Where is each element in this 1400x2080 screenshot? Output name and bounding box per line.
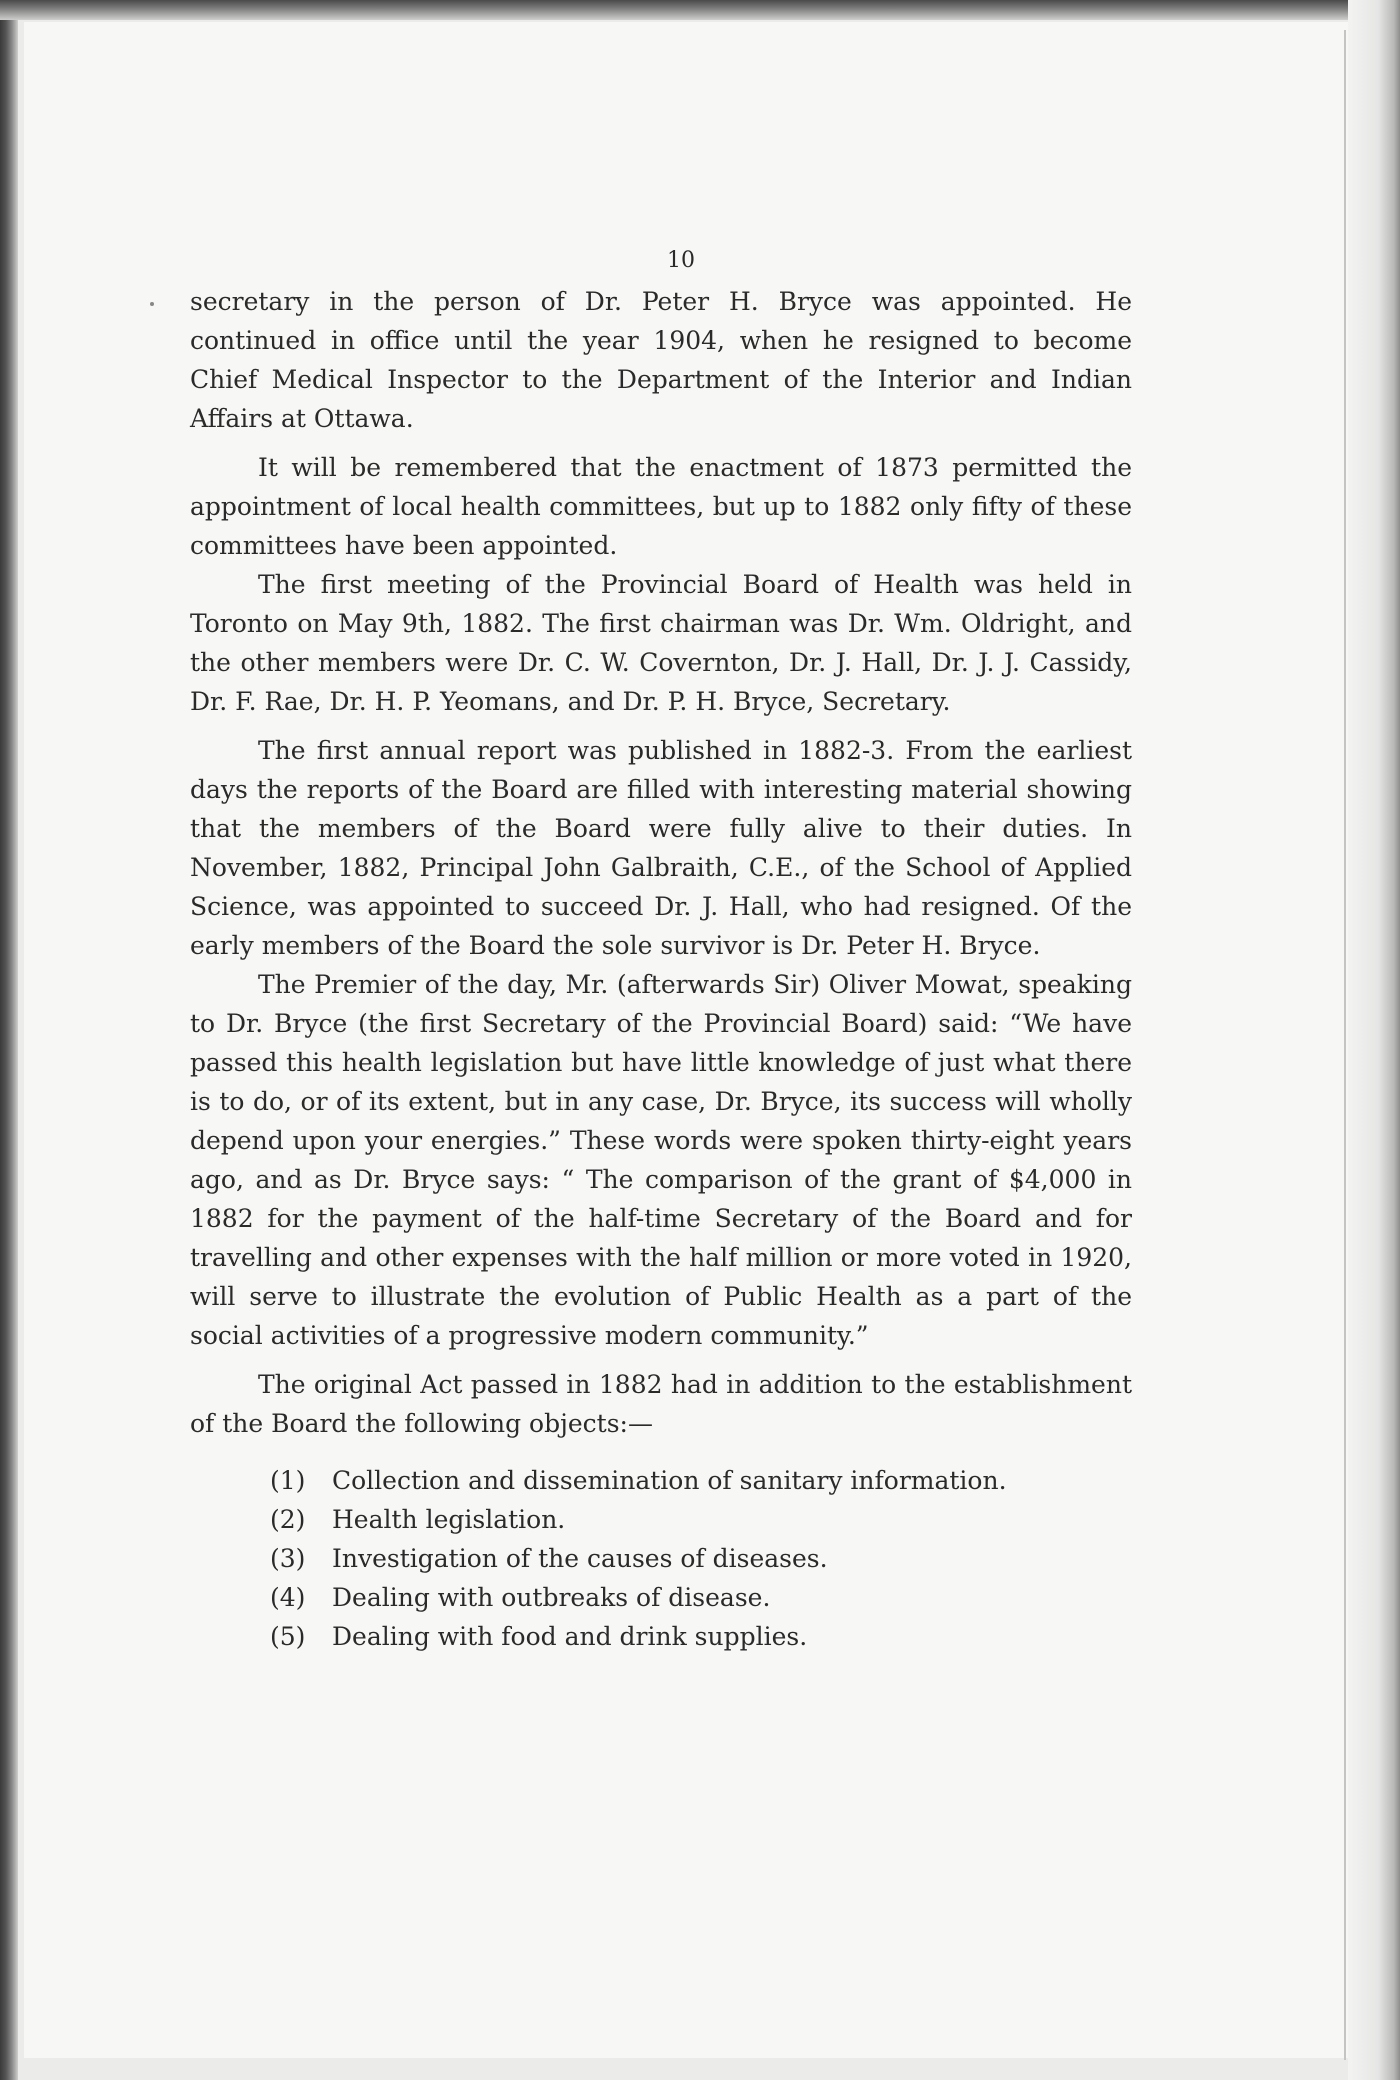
paragraph-first-meeting: The first meeting of the Provincial Board of Health was held in Toronto on May 9th, 1882. The first chairman was Dr. Wm. Oldright, and the other members were Dr. C. W. Covernton, Dr. J. Hall, Dr. J. J. Cassidy, Dr. F. Rae, Dr. H. P. Yeomans, and Dr. P. H. Bryce, Secretary. (190, 570, 1132, 716)
list-item (270, 1500, 1132, 1539)
scan-right-edge (1348, 0, 1400, 2080)
list-item-number: (5) (270, 1622, 306, 1651)
list-item-text: Investigation of the causes of diseases. (332, 1544, 828, 1573)
paragraph-continuation: secretary in the person of Dr. Peter H. Bryce was appointed. He continued in office until the year 1904, when he resigned to become Chief Medical Inspector to the Department of the Interior and Indian Affairs at Ottawa. (190, 287, 1132, 433)
paragraph-original-act: The original Act passed in 1882 had in addition to the establishment of the Board the following objects:— (190, 1370, 1132, 1438)
paragraph-premier-quote: The Premier of the day, Mr. (afterwards Sir) Oliver Mowat, speaking to Dr. Bryce (the first Secretary of the Provincial Board) said: “We have passed this health legislation but have little knowledge of just what there is to do, or of its extent, but in any case, Dr. Bryce, its success will wholly depend upon your energies.” These words were spoken thirty-eight years ago, and as Dr. Bryce says: “ The comparison of the grant of $4,000 in 1882 for the payment of the half-time Secretary of the Board and for travelling and other expenses with the half million or more voted in 1920, will serve to illustrate the evolution of Public Health as a part of the social activities of a progressive modern community.” (190, 970, 1132, 1350)
list-item-text: Collection and dissemination of sanitary information. (332, 1466, 1007, 1495)
list-item-number: (3) (270, 1544, 306, 1573)
list-item (270, 1461, 1132, 1500)
list-item (270, 1539, 1132, 1578)
list-item-number: (2) (270, 1505, 306, 1534)
list-item-text: Dealing with food and drink supplies. (332, 1622, 808, 1651)
page-fold-line (1344, 30, 1346, 2060)
list-item-number: (1) (270, 1466, 306, 1495)
scan-speck (150, 302, 154, 306)
objects-list (190, 1461, 1132, 1656)
paragraph-enactment-1873: It will be remembered that the enactment of 1873 permitted the appointment of local health committees, but up to 1882 only fifty of these committees have been appointed. (190, 453, 1132, 560)
scan-left-shadow (0, 0, 18, 2080)
page-number: 10 (667, 248, 695, 273)
list-item-text: Health legislation. (332, 1505, 566, 1534)
scan-top-shadow (0, 0, 1400, 20)
list-item (270, 1617, 1132, 1656)
list-item (270, 1578, 1132, 1617)
page-text (190, 246, 1132, 1656)
list-item-text: Dealing with outbreaks of disease. (332, 1583, 771, 1612)
paragraph-first-annual-report: The first annual report was published in 1882-3. From the earliest days the reports of the Board are filled with interesting material showing that the members of the Board were fully alive to their duties. In November, 1882, Principal John Galbraith, C.E., of the School of Applied Science, was appointed to succeed Dr. J. Hall, who had resigned. Of the early members of the Board the sole survivor is Dr. Peter H. Bryce. (190, 736, 1132, 960)
list-item-number: (4) (270, 1583, 306, 1612)
